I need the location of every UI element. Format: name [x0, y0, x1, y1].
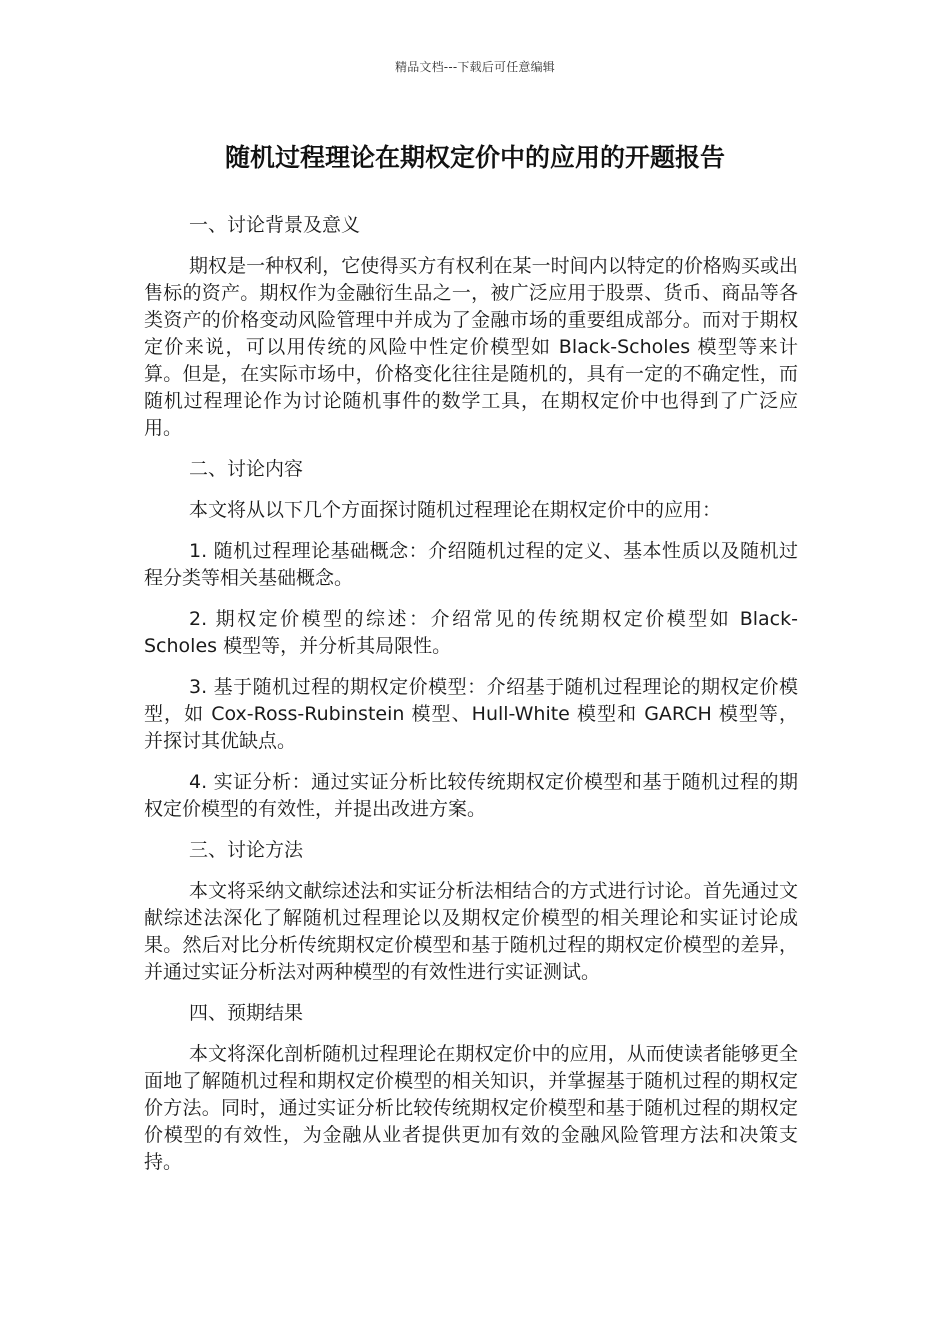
- section-heading-method: 三、讨论方法: [189, 839, 304, 861]
- section-heading-background: 一、讨论背景及意义: [189, 214, 361, 236]
- paragraph-expected-results: 本文将深化剖析随机过程理论在期权定价中的应用，从而使读者能够更全面地了解随机过程和期权定价模型的相关知识，并掌握基于随机过程的期权定价方法。同时，通过实证分析比较传统期权定价模型和基于随机过程的期权定价模型的有效性，为金融从业者提供更加有效的金融风险管理方法和决策支持。: [144, 1043, 798, 1173]
- document-title: 随机过程理论在期权定价中的应用的开题报告: [224, 143, 725, 172]
- header-note: 精品文档---下载后可任意编辑: [395, 60, 555, 74]
- paragraph-method: 本文将采纳文献综述法和实证分析法相结合的方式进行讨论。首先通过文献综述法深化了解随机过程理论以及期权定价模型的相关理论和实证讨论成果。然后对比分析传统期权定价模型和基于随机过程的期权定价模型的差异，并通过实证分析法对两种模型的有效性进行实证测试。: [144, 880, 798, 983]
- paragraph-content-item-3: 3. 基于随机过程的期权定价模型：介绍基于随机过程理论的期权定价模型，如 Cox-Ross-Rubinstein 模型、Hull-White 模型和 GARCH 模型等，并探讨其优缺点。: [144, 676, 798, 752]
- paragraph-content-item-4: 4. 实证分析：通过实证分析比较传统期权定价模型和基于随机过程的期权定价模型的有效性，并提出改进方案。: [144, 771, 798, 820]
- paragraph-content-item-2: 2. 期权定价模型的综述：介绍常见的传统期权定价模型如 Black-Scholes 模型等，并分析其局限性。: [144, 608, 798, 657]
- paragraph-content-intro: 本文将从以下几个方面探讨随机过程理论在期权定价中的应用：: [189, 499, 722, 521]
- paragraph-background: 期权是一种权利，它使得买方有权利在某一时间内以特定的价格购买或出售标的资产。期权作为金融衍生品之一，被广泛应用于股票、货币、商品等各类资产的价格变动风险管理中并成为了金融市场的重要组成部分。而对于期权定价来说，可以用传统的风险中性定价模型如 Black-Scholes 模型等来计算。但是，在实际市场中，价格变化往往是随机的，具有一定的不确定性，而随机过程理论作为讨论随机事件的数学工具，在期权定价中也得到了广泛应用。: [144, 255, 798, 439]
- paragraph-content-item-1: 1. 随机过程理论基础概念：介绍随机过程的定义、基本性质以及随机过程分类等相关基础概念。: [144, 540, 798, 589]
- section-heading-content: 二、讨论内容: [189, 458, 304, 480]
- document-body: [144, 212, 798, 1190]
- section-heading-expected-results: 四、预期结果: [189, 1002, 304, 1024]
